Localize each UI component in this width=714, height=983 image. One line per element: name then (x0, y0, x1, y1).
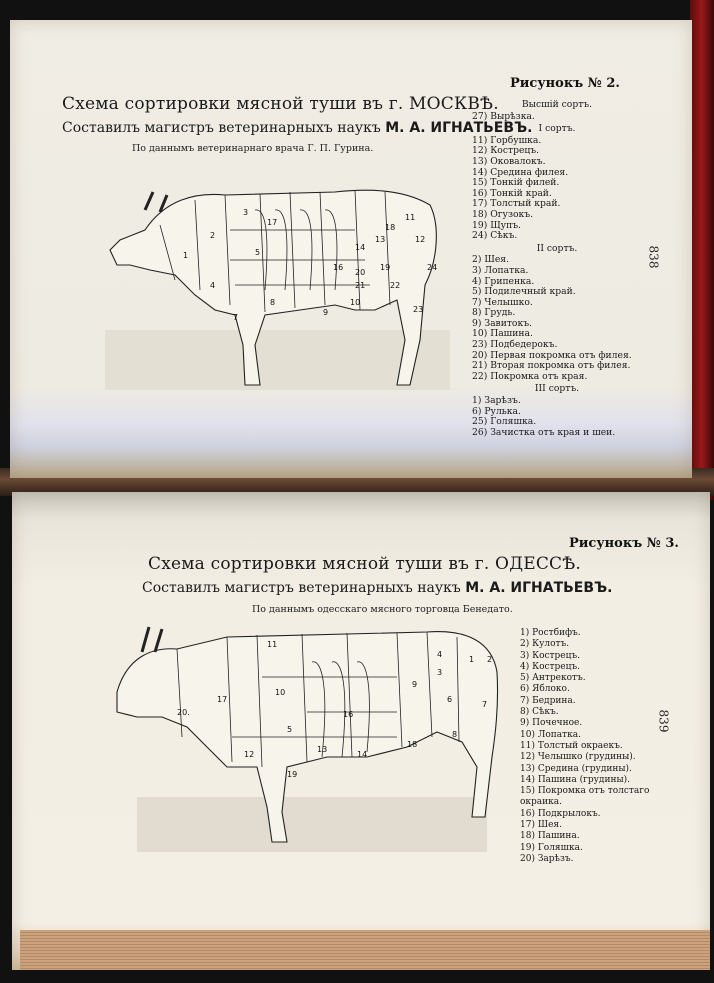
svg-text:6: 6 (447, 695, 453, 704)
grade-list (472, 98, 642, 438)
list-item: 19) Голяшка. (520, 842, 583, 853)
source-note: По даннымъ ветеринарнаго врача Г. П. Гурина. (132, 143, 374, 154)
cow-diagram-moscow (105, 170, 450, 400)
author-name: М. А. ИГНАТЬЕВЪ. (385, 120, 533, 136)
page-title: Схема сортировки мясной туши въ г. ОДЕССѢ. (148, 554, 581, 574)
svg-text:13: 13 (375, 235, 386, 244)
svg-text:8: 8 (452, 730, 458, 739)
figure-label: Рисунокъ № 2. (510, 76, 620, 91)
svg-text:13: 13 (317, 745, 328, 754)
list-item: 9) Завитокъ. (472, 317, 532, 329)
list-item: 18) Огузокъ. (472, 208, 533, 220)
list-item: 9) Почечное. (520, 718, 583, 729)
grade-heading: I сортъ. (538, 123, 576, 135)
author-line (62, 120, 533, 136)
svg-text:7: 7 (233, 313, 239, 322)
svg-text:23: 23 (413, 305, 424, 314)
svg-text:20.: 20. (177, 708, 190, 717)
list-item: 24) Сѣкъ. (472, 230, 518, 242)
bottom-page (12, 492, 710, 970)
list-item: 14) Средина филея. (472, 166, 569, 178)
page-title: Схема сортировки мясной туши въ г. МОСКВѢ. (62, 94, 499, 114)
source-note: По даннымъ одесскаго мясного торговца Бенедато. (252, 604, 513, 615)
page-block-edge (20, 930, 710, 970)
list-item: 3) Лопатка. (472, 264, 529, 276)
list-item: 16) Подкрылокъ. (520, 808, 601, 819)
svg-text:21: 21 (355, 281, 366, 290)
list-item: 23) Подбедерокъ. (472, 339, 558, 351)
svg-text:1: 1 (469, 655, 475, 664)
list-item: 22) Покромка отъ края. (472, 370, 588, 382)
cuts-list (520, 628, 670, 865)
svg-text:12: 12 (244, 750, 255, 759)
svg-text:2: 2 (487, 655, 493, 664)
list-item: 20) Зарѣзъ. (520, 853, 574, 864)
list-item: 11) Толстый окраекъ. (520, 740, 623, 751)
svg-text:16: 16 (333, 263, 344, 272)
list-item: 5) Антрекотъ. (520, 673, 586, 684)
list-item: 26) Зачистка отъ края и шеи. (472, 426, 616, 438)
svg-text:19: 19 (287, 770, 298, 779)
svg-text:4: 4 (210, 281, 216, 290)
svg-text:3: 3 (243, 208, 249, 217)
list-item: 16) Тонкій край. (472, 187, 552, 199)
list-item: 7) Челышко. (472, 296, 533, 308)
grade-heading: III сортъ. (534, 383, 580, 395)
list-item: 12) Челышко (грудины). (520, 752, 636, 763)
list-item: 17) Толстый край. (472, 198, 561, 210)
list-item: 14) Пашина (грудины). (520, 774, 630, 785)
grade-heading: II сортъ. (536, 242, 578, 254)
svg-text:2: 2 (210, 231, 216, 240)
list-item: 15) Покромка отъ толстаго окраика. (520, 786, 650, 808)
page-number: 838 (646, 245, 661, 269)
svg-text:3: 3 (437, 668, 443, 677)
author-line (142, 580, 613, 596)
list-item: 27) Вырѣзка. (472, 110, 535, 122)
author-name: М. А. ИГНАТЬЕВЪ. (465, 580, 613, 596)
svg-text:17: 17 (267, 218, 278, 227)
svg-text:4: 4 (437, 650, 443, 659)
list-item: 8) Сѣкъ. (520, 707, 559, 718)
svg-text:18: 18 (407, 740, 418, 749)
list-item: 12) Кострецъ. (472, 145, 540, 157)
list-item: 18) Пашина. (520, 831, 580, 842)
list-item: 7) Бедрина. (520, 695, 576, 706)
svg-text:10: 10 (350, 298, 361, 307)
page-number: 839 (656, 709, 671, 733)
svg-text:11: 11 (405, 213, 416, 222)
svg-text:9: 9 (323, 308, 329, 317)
svg-text:12: 12 (415, 235, 426, 244)
list-item: 19) Щупъ. (472, 219, 521, 231)
list-item: 25) Голяшка. (472, 416, 537, 428)
list-item: 17) Шея. (520, 820, 562, 831)
list-item: 4) Грипенка. (472, 275, 535, 287)
svg-text:20: 20 (355, 268, 366, 277)
list-item: 6) Рулька. (472, 405, 521, 417)
figure-label: Рисунокъ № 3. (569, 536, 679, 551)
svg-text:11: 11 (267, 640, 278, 649)
author-prefix: Составилъ магистръ ветеринарныхъ наукъ (62, 120, 381, 136)
svg-text:18: 18 (385, 223, 396, 232)
svg-text:19: 19 (380, 263, 391, 272)
list-item: 1) Ростбифъ. (520, 628, 581, 638)
svg-text:24: 24 (427, 263, 438, 272)
svg-text:14: 14 (357, 750, 368, 759)
list-item: 21) Вторая покромка отъ филея. (472, 360, 631, 372)
svg-text:1: 1 (183, 251, 189, 260)
book-cover-edge (690, 0, 714, 500)
svg-text:5: 5 (255, 248, 261, 257)
cow-diagram-odessa (107, 617, 517, 867)
list-item: 5) Подилечный край. (472, 286, 576, 298)
list-item: 10) Лопатка. (520, 729, 581, 740)
svg-text:17: 17 (217, 695, 228, 704)
list-item: 3) Кострецъ. (520, 650, 580, 661)
list-item: 2) Шея. (472, 254, 509, 266)
svg-text:14: 14 (355, 243, 366, 252)
svg-text:22: 22 (390, 281, 401, 290)
svg-text:10: 10 (275, 688, 286, 697)
list-item: 6) Яблоко. (520, 684, 570, 695)
list-item: 13) Средина (грудины). (520, 763, 632, 774)
svg-text:16: 16 (343, 710, 354, 719)
list-item: 1) Зарѣзъ. (472, 395, 521, 407)
top-page (10, 20, 692, 478)
list-item: 4) Кострецъ. (520, 661, 580, 672)
list-item: 10) Пашина. (472, 328, 533, 340)
grade-heading: Высшій сортъ. (521, 99, 593, 110)
svg-text:5: 5 (287, 725, 293, 734)
list-item: 13) Оковалокъ. (472, 155, 546, 167)
list-item: 11) Горбушка. (472, 134, 542, 146)
svg-text:7: 7 (482, 700, 488, 709)
author-prefix: Составилъ магистръ ветеринарныхъ наукъ (142, 580, 461, 596)
list-item: 8) Грудь. (472, 307, 516, 319)
svg-text:8: 8 (270, 298, 276, 307)
list-item: 2) Кулотъ. (520, 639, 570, 650)
svg-text:9: 9 (412, 680, 418, 689)
list-item: 20) Первая покромка отъ филея. (472, 349, 632, 361)
list-item: 15) Тонкій филей. (472, 177, 560, 189)
